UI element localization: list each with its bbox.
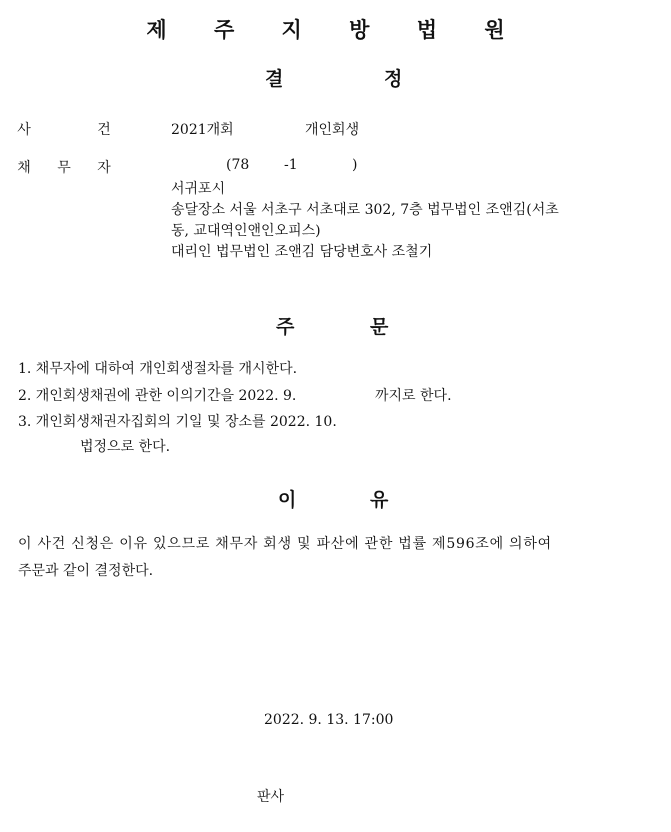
order-item-1: 1. 채무자에 대하여 개인회생절차를 개시한다.: [18, 361, 298, 377]
debtor-id-part2: -1: [284, 157, 298, 173]
debtor-agent: 대리인 법무법인 조앤김 담당변호사 조철기: [171, 244, 433, 260]
document-title-left: 결: [265, 68, 284, 90]
debtor-address: 서귀포시: [171, 181, 226, 197]
case-label-char-2: 건: [97, 122, 111, 138]
reason-title-right: 유: [370, 489, 389, 511]
order-title-right: 문: [370, 316, 389, 338]
reason-line-2: 주문과 같이 결정한다.: [18, 563, 154, 579]
debtor-label-char-1: 채: [17, 160, 31, 176]
order-title-left: 주: [276, 316, 295, 338]
order-item-2: 2. 개인회생채권에 관한 이의기간을 2022. 9.: [18, 388, 297, 404]
case-number: 2021개회: [171, 122, 234, 138]
debtor-label-char-3: 자: [97, 160, 111, 176]
document-title-right: 정: [384, 68, 403, 90]
debtor-service-address-line1: 송달장소 서울 서초구 서초대로 302, 7층 법무법인 조앤김(서초: [171, 202, 559, 218]
order-item-2-tail: 까지로 한다.: [375, 388, 452, 404]
debtor-service-address-line2: 동, 교대역인앤인오피스): [171, 223, 321, 239]
reason-title-left: 이: [278, 489, 297, 511]
debtor-id-part1: (78: [226, 157, 250, 173]
judge-label: 판사: [257, 789, 285, 805]
case-type: 개인회생: [305, 122, 360, 138]
order-item-3-continued: 법정으로 한다.: [80, 439, 171, 455]
order-item-3: 3. 개인회생채권자집회의 기일 및 장소를 2022. 10.: [18, 414, 337, 430]
court-name: 제 주 지 방 법 원: [146, 18, 525, 42]
reason-line-1: 이 사건 신청은 이유 있으므로 채무자 회생 및 파산에 관한 법률 제596조에 의하여: [18, 536, 552, 552]
debtor-label-char-2: 무: [57, 160, 71, 176]
debtor-id-close: ): [352, 157, 358, 173]
case-label-char-1: 사: [17, 122, 31, 138]
decision-date: 2022. 9. 13. 17:00: [264, 712, 394, 728]
